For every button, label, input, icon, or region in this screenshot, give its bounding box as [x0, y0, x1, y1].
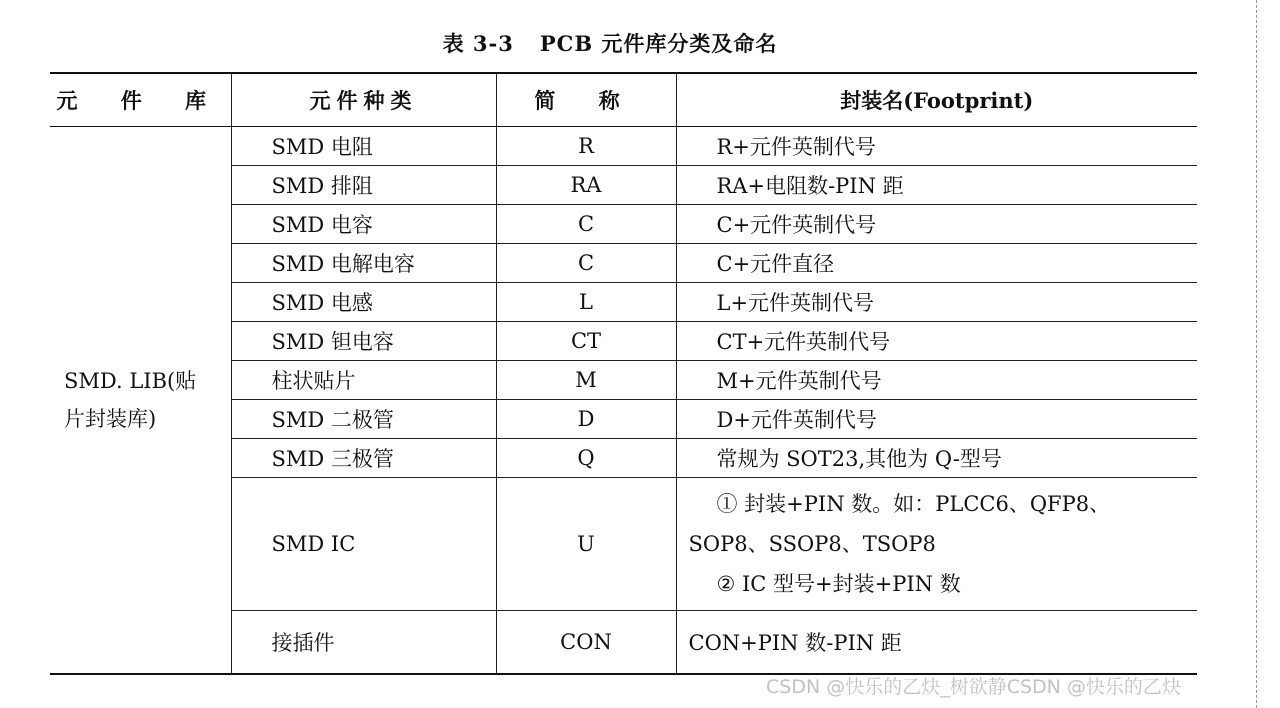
footprint-cell: CT+元件英制代号 — [676, 322, 1197, 361]
abbr-cell: U — [496, 478, 676, 611]
type-cell: SMD 排阻 — [231, 166, 496, 205]
type-cell: 接插件 — [231, 611, 496, 675]
footprint-cell-ic — [676, 478, 1197, 611]
header-row — [50, 73, 1197, 127]
abbr-cell: M — [496, 361, 676, 400]
type-cell: SMD 三极管 — [231, 439, 496, 478]
footprint-cell: CON+PIN 数-PIN 距 — [676, 611, 1197, 675]
table-title: PCB 元件库分类及命名 — [539, 31, 778, 56]
table-number: 表 3-3 — [442, 31, 514, 56]
library-name-line1: SMD. LIB(贴 — [64, 369, 197, 393]
footprint-cell: RA+电阻数-PIN 距 — [676, 166, 1197, 205]
table-caption — [0, 28, 1220, 58]
ic-footprint-line1: ① 封装+PIN 数。如：PLCC6、QFP8、 — [716, 492, 1111, 516]
table-row — [50, 127, 1197, 166]
abbr-cell: CT — [496, 322, 676, 361]
header-footprint: 封装名(Footprint) — [676, 73, 1197, 127]
ic-footprint-line3: ② IC 型号+封装+PIN 数 — [716, 572, 961, 596]
footprint-cell: R+元件英制代号 — [676, 127, 1197, 166]
abbr-cell: CON — [496, 611, 676, 675]
header-type: 元件种类 — [231, 73, 496, 127]
footprint-cell: M+元件英制代号 — [676, 361, 1197, 400]
abbr-cell: C — [496, 205, 676, 244]
footprint-cell: L+元件英制代号 — [676, 283, 1197, 322]
footprint-cell: 常规为 SOT23,其他为 Q-型号 — [676, 439, 1197, 478]
header-abbr: 简 称 — [496, 73, 676, 127]
type-cell: SMD 电感 — [231, 283, 496, 322]
library-name-line2: 片封装库) — [64, 407, 157, 431]
type-cell: SMD IC — [231, 478, 496, 611]
type-cell: SMD 电容 — [231, 205, 496, 244]
abbr-cell: D — [496, 400, 676, 439]
component-library-table — [50, 72, 1197, 675]
type-cell: 柱状贴片 — [231, 361, 496, 400]
type-cell: SMD 电解电容 — [231, 244, 496, 283]
abbr-cell: Q — [496, 439, 676, 478]
abbr-cell: RA — [496, 166, 676, 205]
footprint-cell: D+元件英制代号 — [676, 400, 1197, 439]
type-cell: SMD 钽电容 — [231, 322, 496, 361]
header-library: 元 件 库 — [50, 73, 231, 127]
abbr-cell: R — [496, 127, 676, 166]
footprint-cell: C+元件直径 — [676, 244, 1197, 283]
watermark: CSDN @快乐的乙炔_树欲静CSDN @快乐的乙炔 — [766, 676, 1181, 698]
page-edge-divider — [1256, 0, 1257, 708]
abbr-cell: L — [496, 283, 676, 322]
library-name-cell — [50, 127, 231, 675]
type-cell: SMD 电阻 — [231, 127, 496, 166]
abbr-cell: C — [496, 244, 676, 283]
type-cell: SMD 二极管 — [231, 400, 496, 439]
footprint-cell: C+元件英制代号 — [676, 205, 1197, 244]
ic-footprint-line2: SOP8、SSOP8、TSOP8 — [688, 532, 936, 556]
